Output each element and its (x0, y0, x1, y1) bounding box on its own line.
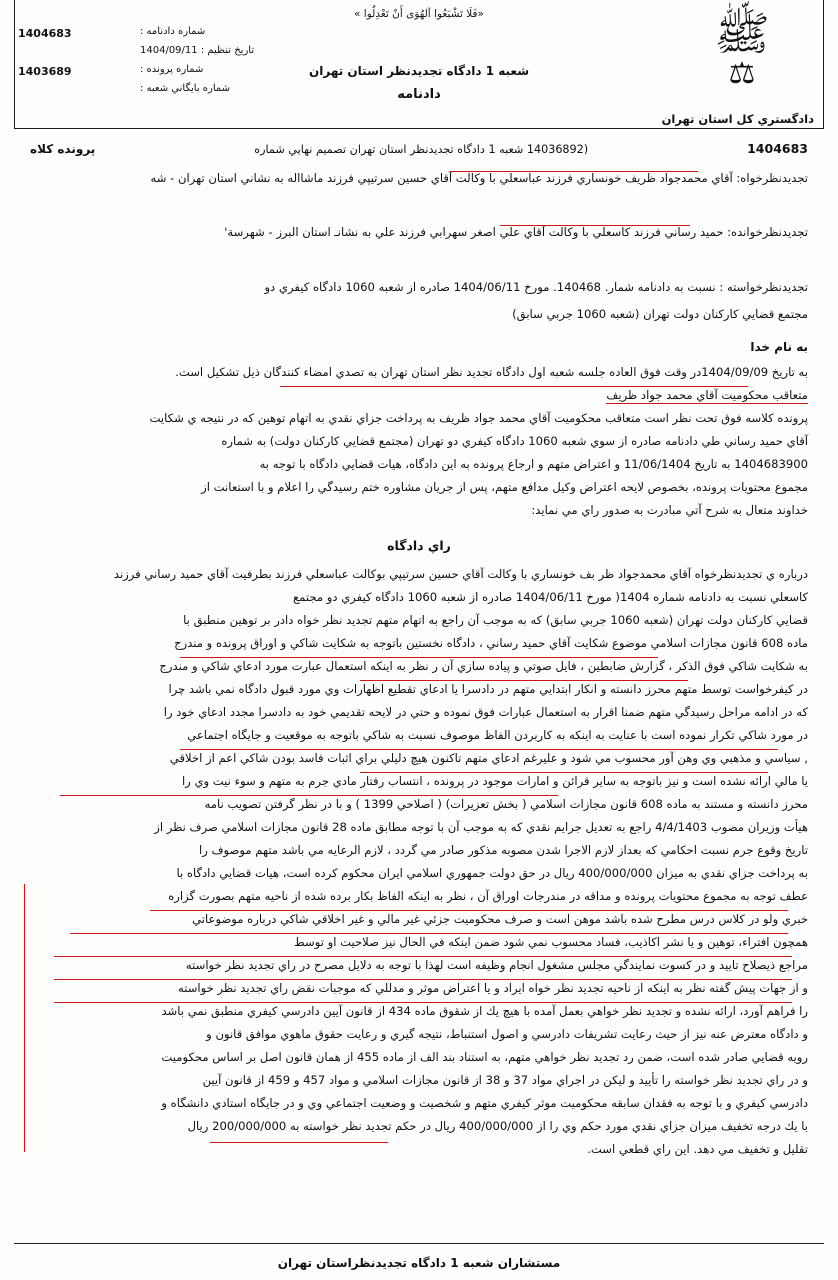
judgment-underline-final (210, 1142, 388, 1143)
judgment-underline-5 (180, 657, 658, 658)
judgment-underline-10 (360, 772, 768, 773)
appellant-text: تجديدنظرخواه: آقاي محمدجواد ظريف خونساري فرزند عباسعلي با وكالت آقاي حسين سرتيپي فرزند ماشااله به نشاني استان تهران - شه (150, 171, 808, 185)
case-number-label: پرونده كلاه (30, 142, 96, 156)
judgment-underline-19 (54, 979, 792, 980)
judgment-line-11: محرز دانسته و مستند به ماده 608 قانون مجازات اسلامي ( بخش تعزيرات) ( اصلاحي 1399 ) و با در نظر گرفتن تصويب نامه (204, 797, 808, 811)
emblem-glyph: ﷺ (714, 6, 770, 60)
branch-title: شعبه 1 دادگاه تجديدنظر استان تهران (309, 64, 529, 78)
judgment-line-20: را فراهم آورد، ارائه نشده و تجديد نظر خواهي بعمل آمده با هيچ يك از شقوق ماده 434 از قانون آيين دادرسي كيفري منطبق نمي باشد (161, 1004, 808, 1018)
case-number-row (30, 138, 808, 160)
intro-line-2-full: پرونده كلاسه فوق تحت نظر است متعاقب محكوميت آقاي محمد جواد ظريف به پرداخت جزاي نقدي به اتهام توهين كه در نتيجه ي شكايت (149, 411, 808, 425)
header-divider (14, 128, 824, 129)
judgment-line-15: عطف توجه به مجموع محتويات پرونده و مداقه در مندرجات اوراق آن ، نظر به اينكه الفاظ بكار برده شده از ناحيه متهم بصورت گزاره (168, 889, 808, 903)
intro-line-3: آقاي حميد رساني طي دادنامه صادره از سوي شعبه 1060 دادگاه كيفري دو تهران (مجتمع قضايي كاركنان دولت) به شماره (221, 434, 808, 448)
judgment-underline-18 (54, 956, 792, 957)
label-file-number: شماره پرونده : (140, 64, 204, 75)
document-title: دادنامه (397, 87, 441, 102)
judgment-line-2: كاسعلي نسبت به دادنامه شماره 1404( مورخ 1404/06/11 صادره از شعبه 1060 دادگاه كيفري دو مجتمع (293, 590, 808, 604)
judgment-line-16: خبري ولو در كلاس درس مطرح شده باشد موهن است و صرف محكوميت جزئي غير مالي و غير اخلاقي شاكي درباره موضوعاتي (192, 912, 808, 926)
appellee-text: تجديدنظرخوانده: حميد رساني فرزند كاسعلي با وكالت آقاي علي اصغر سهرابي فرزند علي به نشانـ استان البرز - شهرسة' (224, 225, 808, 239)
judgment-line-14: به پرداخت جزاي نقدي به ميزان 400/000/000 ريال در حق دولت جمهوري اسلامي ايران محكوم كرده است، هيات قضايي دادگاه با (176, 866, 808, 880)
judgment-line-8: در مورد شاكي تكرار نموده است با عنايت به اينكه به كاربردن الفاظ موصوف نسبت به شاكي باتوجه به موقعيت و جايگاه اجتماعي (187, 728, 808, 742)
judgment-line-24: دادرسي كيفري و با توجه به فقدان سابقه محكوميت موثر كيفري متهم و شخصيت و وضعيت اجتماعي وي و در جايگاه استادي دانشگاه و (161, 1096, 808, 1110)
judgment-underline-11 (60, 795, 558, 796)
judgment-line-23: و در راي تجديد نظر خواسته را تأييد و ليكن در اجراي مواد 37 و 38 از قانون مجازات اسلامي و مواد 457 و 459 از قانون آيين (202, 1073, 808, 1087)
intro-underline-1 (280, 386, 748, 387)
appellee-underline (500, 225, 690, 226)
label-archive-number: شماره بايگاني شعبه : (140, 83, 231, 94)
subject-line-2: مجتمع قضايي كاركنان دولت تهران (شعبه 1060 جربي سابق) (512, 307, 808, 321)
judgment-line-25: با يك درجه تخفيف ميزان جزاي نقدي مورد حكم وي را از 400/000/000 ريال در حكم تجديد نظر خواسته به 200/000/000 ريال (187, 1119, 808, 1133)
bismillah: به نام خدا (750, 340, 808, 354)
judgment-line-13: تاريخ وقوع جرم نسبت احكامي كه بعداز لازم الاجرا شدن مصوبه مذكور صادر مي گردد ، لازم الرعايه مي باشد متهم موصوف را (199, 843, 808, 857)
iran-emblem-icon (694, 6, 790, 102)
scales-of-justice-icon: ⚖ (728, 56, 756, 91)
footer-divider (14, 1243, 824, 1244)
dadname-number: 1404683 (18, 27, 72, 40)
appellant-overflow (30, 195, 808, 216)
judgment-line-17: همچون افتراء، توهين و يا نشر اكاذيب، فساد محسوب نمي شود ضمن اينكه في الحال نيز صلاحيت او توسط (294, 935, 808, 949)
document-body (30, 134, 808, 1236)
judgment-line-18: مراجع ذيصلاح تاييد و در كسوت نمايندگي مجلس مشغول انجام وظيفه است لهذا با توجه به دلايل مصرح در راي تجديد نظر خواسته (185, 958, 808, 972)
appellant-underline (450, 171, 698, 172)
judgment-line-7: كه در ادامه مراحل رسيدگي متهم ضمنا اقرار به استعمال عبارات فوق نموده و حتي در لايحه تقديمي خود به دادسرا مجدد ادعاي خود را (163, 705, 808, 719)
judgment-line-5: به شكايت شاكي فوق الذكر ، گزارش ضابطين ، فايل صوتي و پياده سازي آن ر نظر به اينكه استعمال عبارت مورد ادعاي شاكي و مندرج (159, 659, 808, 673)
judgment-line-4: ماده 608 قانون مجازات اسلامي موضوع شكايت آقاي حميد رساني ، دادگاه نخستين باتوجه به شكايت شاكي و اوراق پرونده و مندرج (174, 636, 808, 650)
judgment-underline-17 (70, 933, 788, 934)
judgment-red-bracket (24, 884, 25, 1152)
document-header (0, 0, 838, 128)
intro-line-2 (30, 385, 808, 406)
judgment-body (30, 564, 808, 1160)
judgment-underline-20 (54, 1002, 792, 1003)
judgment-line-6: در كيفرخواست توسط متهم محرز دانسته و انكار ابتدايي متهم در دادسرا يا ادعاي تقطيع اظهارات وي مورد قبول دادگاه نمي باشد چرا (168, 682, 808, 696)
judgment-line-3: قضايي كاركنان دولت تهران (شعبه 1060 جربي سابق) كه به موجب آن راجع به اتهام متهم تجديد نظر خواه دادر بر توهين منطبق با (183, 613, 808, 627)
decision-number-line: (14036892 شعبه 1 دادگاه تجديدنظر استان تهران تصميم نهايي شماره (254, 143, 589, 156)
label-date: تاريخ تنظيم : 1404/09/11 (140, 45, 255, 56)
organization-name: دادگستري كل استان تهران (661, 112, 814, 126)
case-number-value: 1404683 (747, 141, 808, 156)
intro-conviction-highlight: متعاقب محكوميت آقاي محمد جواد ظريف (606, 388, 808, 402)
judgment-line-12: هيأت وزيران مصوب 4/4/1403 راجع به تعديل جرايم نقدي كه به موجب آن با توجه مطابق ماده 28 قانون مجازات اسلامي صرف نظر از (154, 820, 808, 834)
judgment-line-1: درباره ي تجديدنظرخواه آقاي محمدجواد ظر بف خونساري با وكالت آقاي حسين سرتيپي بوكالت عباسعلي فرزند بطرفيت آقاي حميد رساني فرزند (113, 567, 808, 581)
judgment-line-9: , سياسي و مذهبي وي وهن آور محسوب مي شود و عليرغم ادعاي متهم تاكنون هيچ دليلي براي اثبات فاسد بودن شاكي اعم از اخلاقي (169, 751, 808, 765)
judgment-line-10: يا مالي ارائه نشده است و نيز باتوجه به ساير قرائن و امارات موجود در پرونده ، انتساب رفتار مادي جرم به متهم و سوء نيت وي را (181, 774, 808, 788)
judgment-line-22: رويه قضايي صادر شده است، ضمن رد تجديد نظر خواهي متهم، به استناد بند الف از ماده 455 از همان قانون اصل بر اساس محكوميت (161, 1050, 808, 1064)
judgment-line-21: و دادگاه معترض عنه نيز از حيث رعايت تشريفات دادرسي و اصول استنباط، نتيجه گيري و رعايت حقوق ماهوي موافق قانون و (206, 1027, 808, 1041)
judgment-section-title: راي دادگاه (387, 538, 451, 553)
footer-signature: مستشاران شعبه 1 دادگاه تجديدنظراستان تهران (277, 1256, 561, 1270)
label-dadname-number: شماره دادنامه : (140, 26, 206, 37)
judgment-line-26: تقليل و تخفيف مي دهد. اين راي قطعي است. (587, 1142, 808, 1156)
judgment-line-19: و از جهات پيش گفته نظر به اينكه از ناحيه تجديد نظر خواه ايراد و يا اعتراض موثر و مدللي كه موجبات نقض راي تجديد نظر خواسته (178, 981, 808, 995)
judgment-underline-6 (360, 680, 688, 681)
intro-line-4: 1404683900 به تاريخ 11/06/1404 و اعتراض متهم و ارجاع پرونده به اين دادگاه، هيات قضايي دادگاه با توجه به (259, 457, 808, 471)
appellee-line (30, 222, 808, 243)
file-number: 1403689 (18, 65, 72, 78)
subject-line-1: تجديدنظرخواسته : نسبت به دادنامه شمار. 140468. مورخ 1404/06/11 صادره از شعبه 1060 دادگاه كيفري دو (264, 280, 808, 294)
judgment-underline-9 (180, 749, 778, 750)
judgment-underline-16 (150, 910, 788, 911)
basmala-text: «فَلَا تَشْبَعُوا آلهُوَى أَنْ تَعْدِلُوا » (354, 8, 484, 20)
intro-line-6: خداوند متعال به شرح آتي مبادرت به صدور راي مي نمايد: (531, 503, 808, 517)
intro-line-1: به تاريخ 1404/09/09در وقت فوق العاده جلسه شعبه اول دادگاه تجديد نظر استان تهران به تصدي امضاء كنندگان ذيل تشكيل است. (175, 365, 808, 379)
intro-line-5: مجموع محتويات پرونده، بخصوص لايحه اعتراض وكيل مدافع متهم، پس از جريان مشاوره ختم رسيدگي را اعلام و با استعانت از (201, 480, 808, 494)
